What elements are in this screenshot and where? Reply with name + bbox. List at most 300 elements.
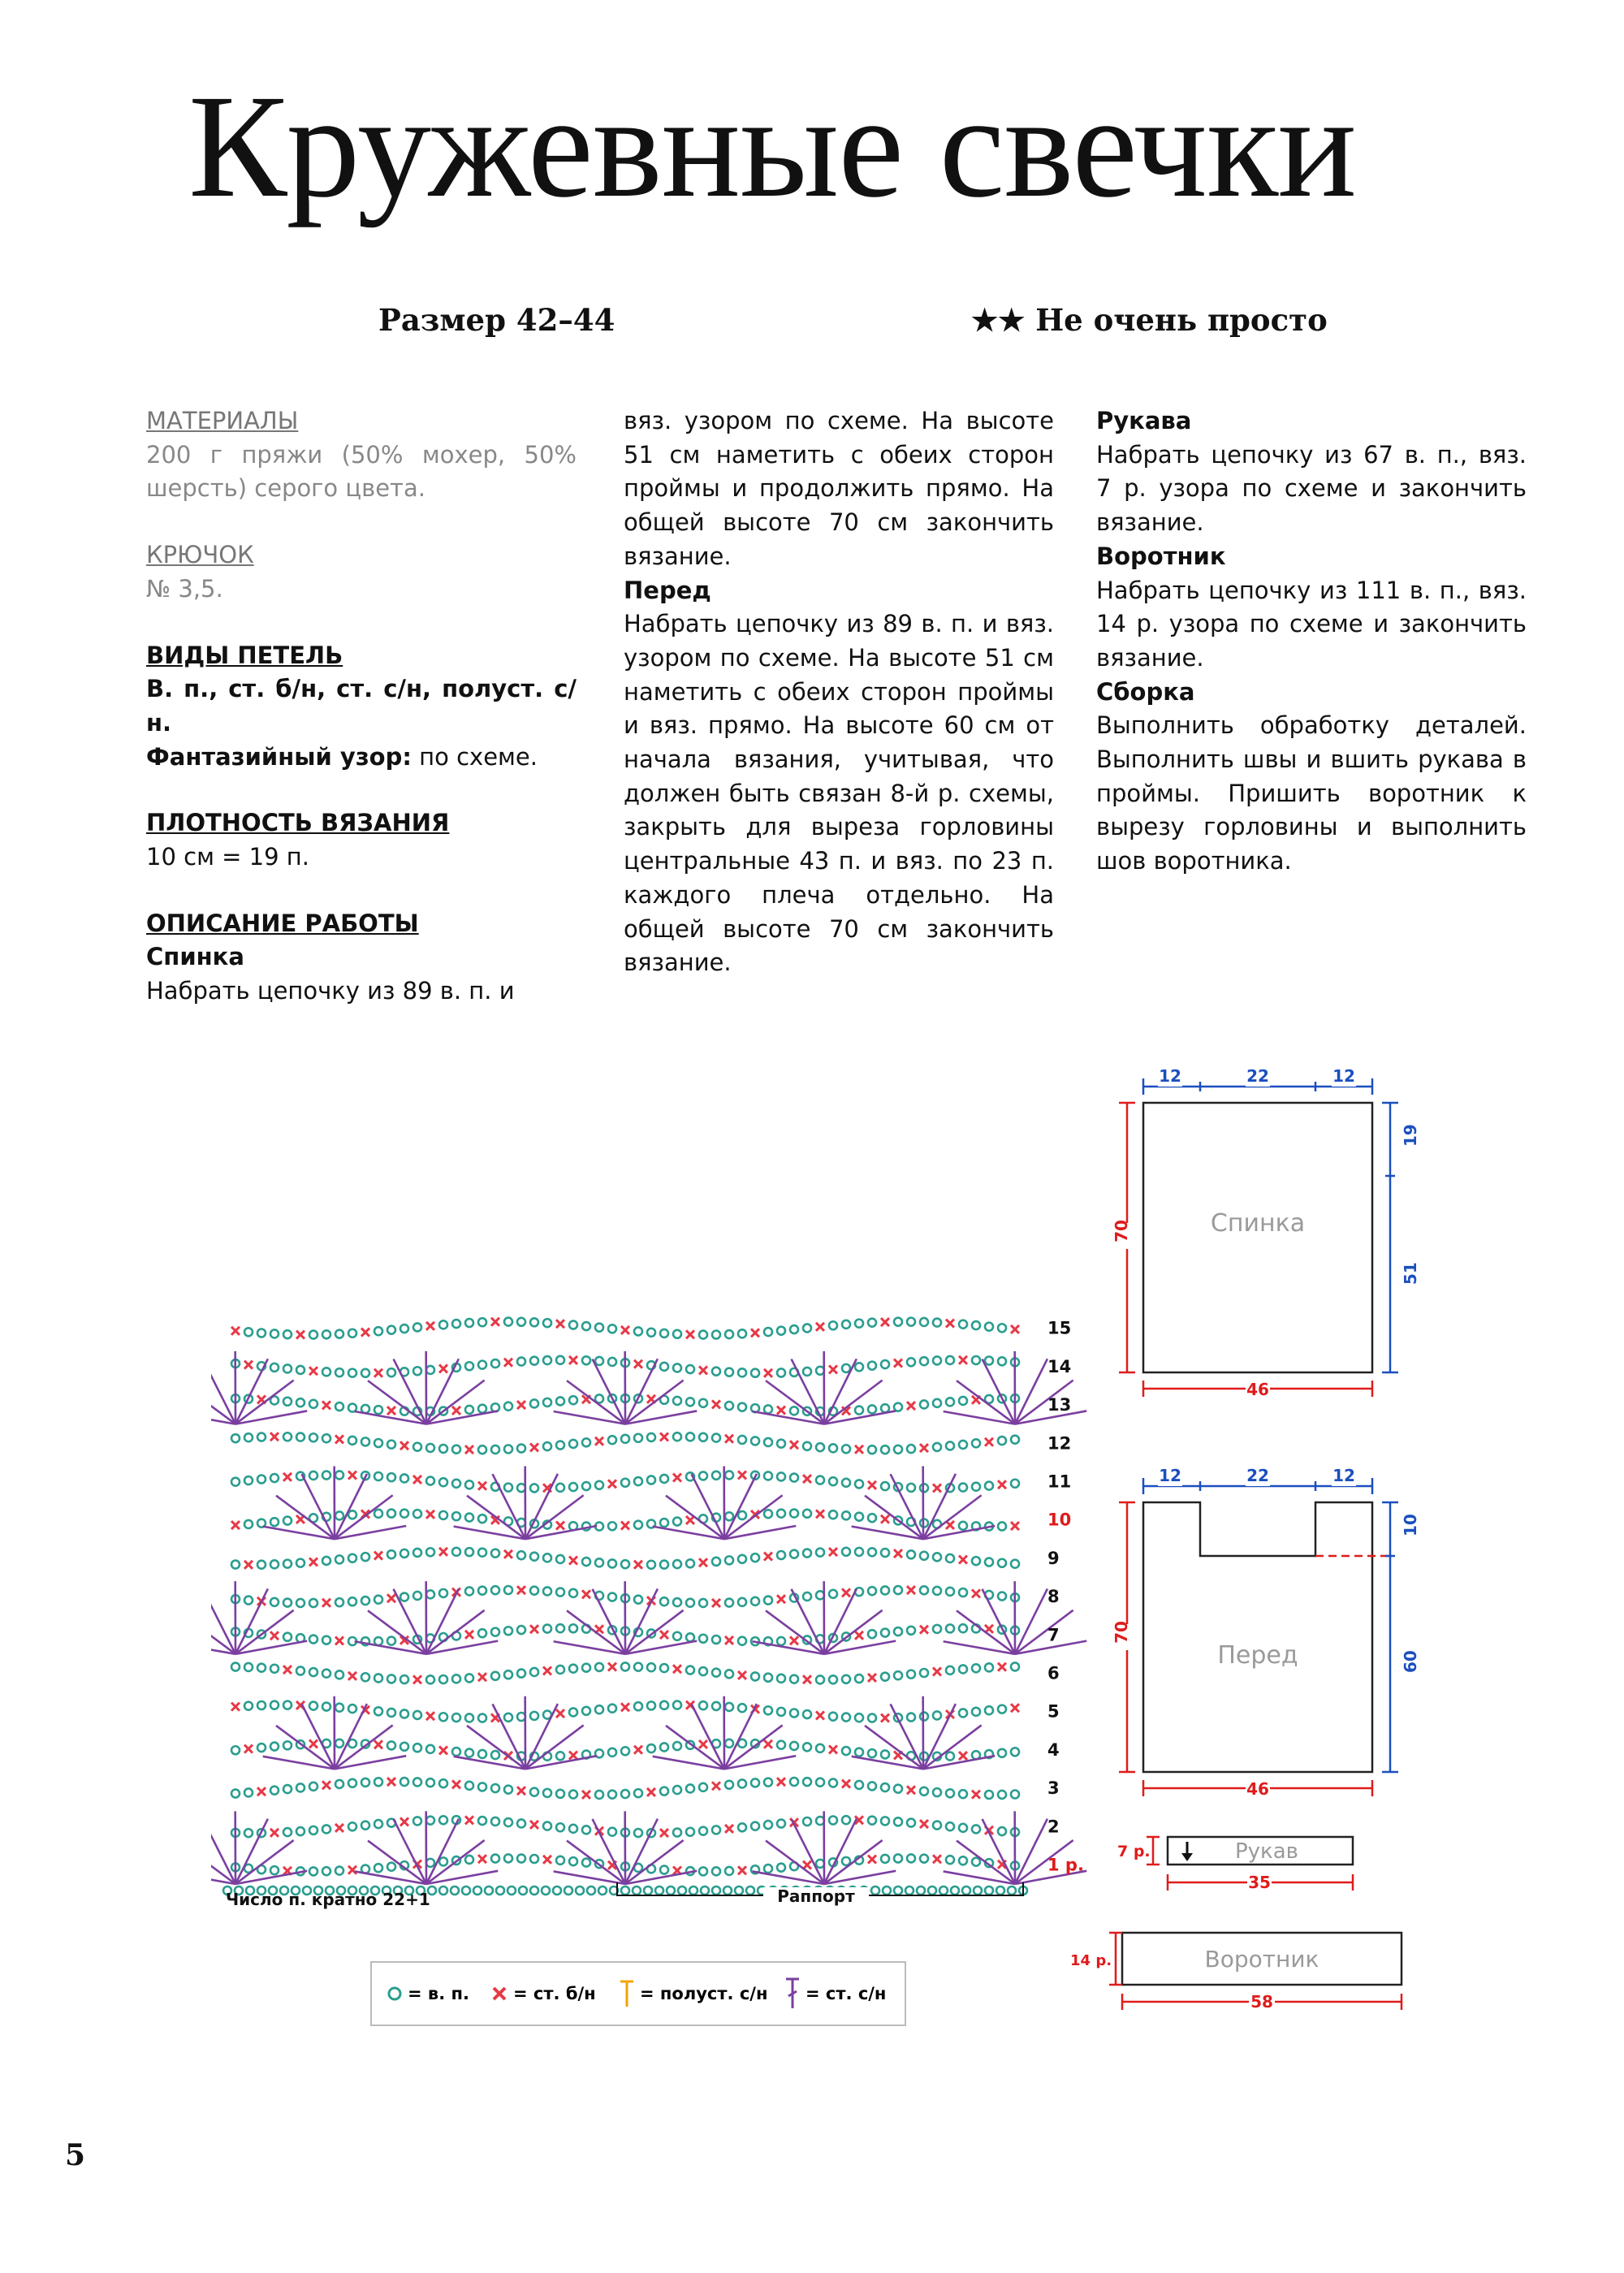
chain-stitch	[689, 1886, 698, 1895]
chain-stitch	[582, 1826, 590, 1834]
chain-stitch	[491, 1784, 499, 1792]
chain-stitch	[491, 1445, 499, 1454]
chain-stitch	[998, 1827, 1006, 1835]
chain-stitch	[439, 1320, 447, 1329]
chain-stitch	[478, 1714, 486, 1722]
sc-stitch	[894, 1359, 902, 1368]
gauge-heading: ПЛОТНОСТЬ ВЯЗАНИЯ	[146, 809, 450, 837]
chain-stitch	[725, 1781, 733, 1789]
dc-stitch	[724, 1725, 783, 1769]
chain-stitch	[972, 1356, 980, 1364]
sc-stitch	[556, 1709, 564, 1718]
row-label: 1 р.	[1047, 1855, 1084, 1875]
chain-stitch	[712, 1471, 720, 1480]
chain-stitch	[322, 1867, 330, 1875]
chain-stitch	[699, 1667, 707, 1675]
dc-stitch	[923, 1495, 982, 1539]
dc-stitch	[692, 1704, 724, 1769]
sc-stitch	[777, 1778, 785, 1786]
dc-stitch	[355, 1411, 426, 1424]
chain-stitch	[777, 1327, 785, 1335]
chain-stitch	[933, 1625, 941, 1633]
chain-stitch	[587, 1886, 595, 1895]
chain-stitch	[829, 1444, 837, 1452]
chain-stitch	[348, 1705, 356, 1713]
chain-stitch	[699, 1827, 707, 1835]
chain-stitch	[699, 1331, 707, 1339]
chain-stitch	[608, 1559, 616, 1567]
chain-stitch	[660, 1475, 668, 1483]
chain-stitch	[738, 1823, 746, 1831]
chain-stitch	[348, 1597, 356, 1605]
chain-stitch	[530, 1484, 538, 1492]
chain-stitch	[452, 1748, 460, 1756]
chain-stitch	[751, 1597, 759, 1605]
chain-stitch	[951, 1886, 959, 1895]
sc-stitch	[439, 1548, 447, 1556]
dc-stitch	[724, 1474, 757, 1539]
sc-stitch	[933, 1667, 941, 1675]
chain-stitch	[387, 1637, 395, 1645]
chain-stitch	[985, 1357, 993, 1365]
chain-stitch	[972, 1321, 980, 1329]
chain-stitch	[974, 1886, 982, 1895]
sc-stitch	[374, 1740, 382, 1748]
chain-stitch	[582, 1558, 590, 1566]
chain-stitch	[634, 1829, 642, 1837]
chain-stitch	[686, 1633, 694, 1641]
row-label: 11	[1047, 1471, 1072, 1492]
dc-icon	[786, 1979, 799, 2008]
materials-text: 200 г пряжи (50% мохер, 50% шерсть) серого цвета.	[146, 440, 577, 503]
sc-stitch	[816, 1323, 824, 1331]
chain-stitch	[517, 1445, 525, 1453]
dc-stitch	[653, 1527, 724, 1540]
chain-stitch	[998, 1522, 1006, 1530]
sc-stitch	[959, 1556, 967, 1564]
collar-width-value: 58	[1250, 1992, 1273, 2012]
sc-stitch	[374, 1552, 382, 1560]
sc-stitch	[959, 1752, 967, 1760]
sc-stitch	[621, 1326, 629, 1334]
chain-stitch	[855, 1407, 863, 1415]
sc-stitch	[738, 1671, 746, 1679]
sc-stitch	[920, 1626, 928, 1634]
chain-stitch	[413, 1549, 421, 1557]
dc-stitch	[467, 1726, 525, 1769]
chain-stitch	[569, 1857, 577, 1865]
sc-stitch	[413, 1675, 421, 1683]
chain-stitch	[738, 1403, 746, 1411]
chain-stitch	[283, 1633, 292, 1641]
dc-stitch	[426, 1411, 498, 1424]
chain-stitch	[868, 1714, 876, 1722]
sc-stitch	[868, 1481, 876, 1489]
dc-stitch	[852, 1527, 923, 1540]
row-label: 15	[1047, 1318, 1072, 1338]
chain-stitch	[465, 1362, 473, 1370]
sc-stitch	[231, 1521, 240, 1529]
sc-stitch	[309, 1558, 317, 1566]
chain-stitch	[569, 1396, 577, 1404]
chain-stitch	[462, 1886, 470, 1895]
chain-stitch	[816, 1675, 824, 1683]
sc-stitch	[972, 1589, 980, 1597]
chain-stitch	[608, 1436, 616, 1444]
chain-stitch	[621, 1747, 629, 1755]
chain-stitch	[426, 1778, 434, 1787]
chain-stitch	[699, 1701, 707, 1709]
chain-stitch	[374, 1510, 382, 1518]
chain-stitch	[725, 1703, 733, 1711]
sc-stitch	[985, 1438, 993, 1446]
chain-stitch	[322, 1703, 330, 1711]
chain-stitch	[933, 1319, 941, 1327]
dc-stitch	[957, 1381, 1015, 1424]
sc-stitch	[348, 1672, 356, 1680]
chain-stitch	[725, 1556, 733, 1564]
chain-stitch	[361, 1778, 369, 1787]
sc-stitch	[504, 1359, 512, 1367]
chain-stitch	[400, 1324, 408, 1333]
chain-stitch	[634, 1789, 642, 1797]
chain-stitch	[361, 1821, 369, 1830]
chain-stitch	[582, 1707, 590, 1715]
sc-stitch	[764, 1553, 772, 1561]
sc-stitch	[517, 1586, 525, 1594]
chain-stitch	[881, 1445, 889, 1454]
chain-stitch	[790, 1709, 798, 1718]
dc-stitch	[766, 1381, 824, 1424]
chain-stitch	[855, 1480, 863, 1488]
chain-stitch	[517, 1819, 525, 1827]
chain-stitch	[439, 1478, 447, 1486]
chain-stitch	[881, 1586, 889, 1594]
chain-stitch	[296, 1398, 304, 1407]
chain-stitch	[296, 1827, 304, 1835]
chain-stitch	[907, 1819, 915, 1827]
chain-stitch	[426, 1745, 434, 1753]
chain-stitch	[530, 1553, 538, 1561]
sc-stitch	[764, 1369, 772, 1377]
chain-stitch	[504, 1445, 512, 1453]
chain-stitch	[556, 1588, 564, 1597]
front-neck-value: 10	[1401, 1514, 1420, 1536]
chain-stitch	[439, 1816, 447, 1824]
text-column-3	[1096, 404, 1527, 879]
sc-stitch	[946, 1320, 954, 1328]
dc-stitch	[368, 1381, 426, 1424]
dc-stitch	[454, 1527, 525, 1540]
chain-stitch	[647, 1744, 655, 1752]
chain-stitch	[530, 1712, 538, 1720]
chain-stitch	[530, 1886, 538, 1895]
chain-stitch	[283, 1701, 292, 1709]
sc-stitch	[595, 1437, 603, 1445]
dc-stitch	[426, 1819, 459, 1884]
chain-stitch	[816, 1860, 824, 1868]
chain-stitch	[504, 1484, 512, 1492]
chain-stitch	[335, 1670, 343, 1679]
chain-stitch	[413, 1711, 421, 1719]
sc-stitch	[738, 1866, 746, 1874]
chain-stitch	[387, 1473, 395, 1481]
stitch-legend	[370, 1961, 906, 2026]
sc-stitch	[907, 1586, 915, 1594]
chain-stitch	[465, 1782, 473, 1790]
chain-stitch	[335, 1330, 343, 1338]
chain-stitch	[660, 1787, 668, 1795]
chain-stitch	[764, 1471, 772, 1480]
chain-stitch	[712, 1636, 720, 1644]
chain-stitch	[556, 1484, 564, 1492]
sc-stitch	[829, 1365, 837, 1373]
chain-stitch	[881, 1750, 889, 1758]
dc-stitch	[625, 1641, 697, 1654]
collar-text: Набрать цепочку из 111 в. п., вяз. 14 р. узора по схеме и закончить вязание.	[1096, 576, 1527, 672]
chain-stitch	[439, 1886, 447, 1895]
chain-stitch	[829, 1477, 837, 1485]
chain-stitch	[556, 1624, 564, 1632]
chain-stitch	[868, 1514, 876, 1522]
chain-stitch	[907, 1854, 915, 1862]
sc-stitch	[543, 1856, 551, 1864]
chain-stitch	[738, 1368, 746, 1376]
dc-stitch	[724, 1756, 796, 1769]
chain-stitch	[673, 1397, 681, 1405]
sc-stitch	[907, 1786, 915, 1794]
chain-stitch	[608, 1791, 616, 1799]
dc-stitch	[426, 1381, 485, 1424]
dc-stitch	[554, 1871, 625, 1884]
chain-stitch	[374, 1864, 382, 1872]
sc-stitch	[920, 1820, 928, 1828]
back-side-value: 51	[1401, 1262, 1420, 1285]
sc-stitch	[335, 1435, 343, 1443]
legend-dc: = ст. с/н	[806, 1984, 887, 2003]
chain-stitch	[387, 1326, 395, 1334]
sc-stitch	[426, 1510, 434, 1519]
sleeve-label: Рукав	[1234, 1839, 1299, 1864]
chain-stitch	[907, 1713, 915, 1722]
chain-stitch	[660, 1866, 668, 1874]
sc-stitch	[777, 1407, 785, 1415]
chain-stitch	[465, 1480, 473, 1489]
chain-stitch	[985, 1558, 993, 1566]
dc-stitch	[525, 1474, 558, 1539]
chain-stitch	[504, 1713, 512, 1722]
chain-stitch	[283, 1560, 292, 1568]
chain-stitch	[478, 1445, 486, 1454]
back-dim-right: 12	[1332, 1066, 1355, 1086]
chain-stitch	[465, 1514, 473, 1522]
sc-stitch	[933, 1855, 941, 1863]
dc-stitch	[824, 1871, 896, 1884]
chain-stitch	[959, 1624, 967, 1632]
chain-stitch	[322, 1670, 330, 1678]
front-piece-label: Перед	[1217, 1641, 1298, 1670]
sc-stitch	[725, 1636, 733, 1644]
sc-stitch	[491, 1318, 499, 1326]
sc-stitch	[855, 1445, 863, 1454]
chain-stitch	[712, 1886, 720, 1895]
chain-stitch	[335, 1555, 343, 1563]
chain-stitch	[231, 1478, 240, 1486]
sc-stitch	[283, 1473, 292, 1481]
sc-stitch	[842, 1780, 850, 1788]
chain-stitch	[608, 1324, 616, 1333]
chain-stitch	[374, 1327, 382, 1335]
sc-stitch	[517, 1787, 525, 1795]
chain-stitch	[647, 1561, 655, 1569]
chain-stitch	[244, 1829, 253, 1837]
chain-stitch	[881, 1855, 889, 1863]
chain-stitch	[920, 1787, 928, 1795]
chain-stitch	[738, 1436, 746, 1444]
sleeves-text: Набрать цепочку из 67 в. п., вяз. 7 р. узора по схеме и закончить вязание.	[1096, 440, 1527, 537]
chain-stitch	[868, 1817, 876, 1825]
chain-stitch	[270, 1866, 279, 1874]
dc-stitch	[525, 1725, 584, 1769]
chain-stitch	[543, 1789, 551, 1797]
sc-stitch	[309, 1367, 317, 1375]
chain-stitch	[283, 1330, 292, 1338]
dc-stitch	[426, 1641, 498, 1654]
sc-stitch	[387, 1594, 395, 1602]
chain-stitch	[829, 1321, 837, 1329]
sc-stitch	[400, 1441, 408, 1450]
chain-stitch	[569, 1483, 577, 1491]
chain-stitch	[959, 1320, 967, 1329]
sc-stitch	[647, 1788, 655, 1796]
chain-stitch	[959, 1484, 967, 1492]
dc-stitch	[865, 1496, 923, 1539]
chain-stitch	[413, 1323, 421, 1331]
chain-stitch	[595, 1705, 603, 1713]
chain-stitch	[452, 1445, 460, 1454]
dc-stitch	[753, 1641, 824, 1654]
dc-stitch	[554, 1641, 625, 1654]
chain-stitch	[738, 1637, 746, 1645]
chain-stitch	[894, 1627, 902, 1636]
sc-stitch	[582, 1791, 590, 1799]
chain-stitch	[962, 1886, 970, 1895]
chain-stitch	[400, 1778, 408, 1786]
chain-stitch	[855, 1748, 863, 1757]
chain-stitch	[231, 1790, 240, 1798]
size-label: Размер 42–44	[378, 302, 615, 338]
dc-stitch	[1015, 1359, 1047, 1424]
chain-stitch	[634, 1521, 642, 1529]
chain-stitch	[608, 1358, 616, 1366]
chain-stitch	[946, 1554, 954, 1562]
sc-stitch	[387, 1407, 395, 1415]
chain-stitch	[829, 1510, 837, 1519]
chain-stitch	[894, 1671, 902, 1679]
chain-stitch	[933, 1356, 941, 1364]
chain-stitch	[738, 1511, 746, 1519]
chain-stitch	[413, 1744, 421, 1752]
sc-stitch	[881, 1318, 889, 1326]
chain-stitch	[283, 1433, 292, 1441]
chain-stitch	[998, 1357, 1006, 1365]
chain-stitch	[699, 1471, 707, 1480]
chain-stitch	[660, 1701, 668, 1709]
chain-stitch	[996, 1886, 1004, 1895]
fancy-pattern-line	[146, 741, 577, 775]
sc-stitch	[634, 1561, 642, 1569]
chain-stitch	[667, 1886, 675, 1895]
dc-stitch	[454, 1757, 525, 1770]
chain-stitch	[322, 1434, 330, 1442]
chain-stitch	[946, 1822, 954, 1830]
chain-stitch	[564, 1886, 572, 1895]
chain-stitch	[738, 1704, 746, 1712]
chain-stitch	[439, 1445, 447, 1453]
chain-stitch	[478, 1629, 486, 1637]
chain-stitch	[504, 1402, 512, 1411]
chain-stitch	[816, 1476, 824, 1484]
chain-stitch	[530, 1357, 538, 1365]
sc-stitch	[530, 1443, 538, 1451]
chain-stitch	[764, 1674, 772, 1682]
sc-stitch	[829, 1548, 837, 1556]
chain-stitch	[933, 1788, 941, 1796]
chain-stitch	[530, 1788, 538, 1796]
sc-stitch	[699, 1366, 707, 1374]
chain-stitch	[1011, 1748, 1019, 1756]
chain-stitch	[582, 1356, 590, 1364]
chain-stitch	[556, 1441, 564, 1450]
chain-stitch	[777, 1472, 785, 1480]
chain-stitch	[985, 1323, 993, 1331]
chain-stitch	[257, 1433, 266, 1441]
chain-stitch	[644, 1886, 652, 1895]
chain-stitch	[725, 1330, 733, 1338]
sc-stitch	[270, 1631, 279, 1640]
sc-stitch	[231, 1703, 240, 1711]
sc-stitch	[972, 1791, 980, 1799]
chain-stitch	[485, 1886, 493, 1895]
chain-stitch	[712, 1368, 720, 1376]
chain-stitch	[907, 1627, 915, 1635]
chain-stitch	[803, 1778, 811, 1786]
chain-stitch	[374, 1472, 382, 1480]
chain-stitch	[829, 1713, 837, 1721]
chain-stitch	[283, 1828, 292, 1836]
back-heading: Спинка	[146, 943, 244, 971]
chain-stitch	[655, 1886, 663, 1895]
chain-stitch	[777, 1741, 785, 1749]
back-width-value: 46	[1246, 1380, 1269, 1399]
chain-stitch	[556, 1397, 564, 1405]
chain-stitch	[387, 1675, 395, 1683]
chain-stitch	[542, 1886, 550, 1895]
dc-stitch	[923, 1725, 982, 1769]
chain-stitch	[751, 1437, 759, 1445]
chain-stitch	[725, 1512, 733, 1520]
chain-stitch	[725, 1471, 733, 1479]
chain-stitch	[871, 1886, 879, 1895]
sc-stitch	[322, 1599, 330, 1607]
chain-stitch	[699, 1433, 707, 1441]
chain-stitch	[660, 1329, 668, 1337]
chain-stitch	[478, 1750, 486, 1758]
chain-stitch	[309, 1668, 317, 1676]
chain-stitch	[257, 1561, 266, 1569]
chain-stitch	[647, 1701, 655, 1709]
sc-stitch	[725, 1825, 733, 1833]
